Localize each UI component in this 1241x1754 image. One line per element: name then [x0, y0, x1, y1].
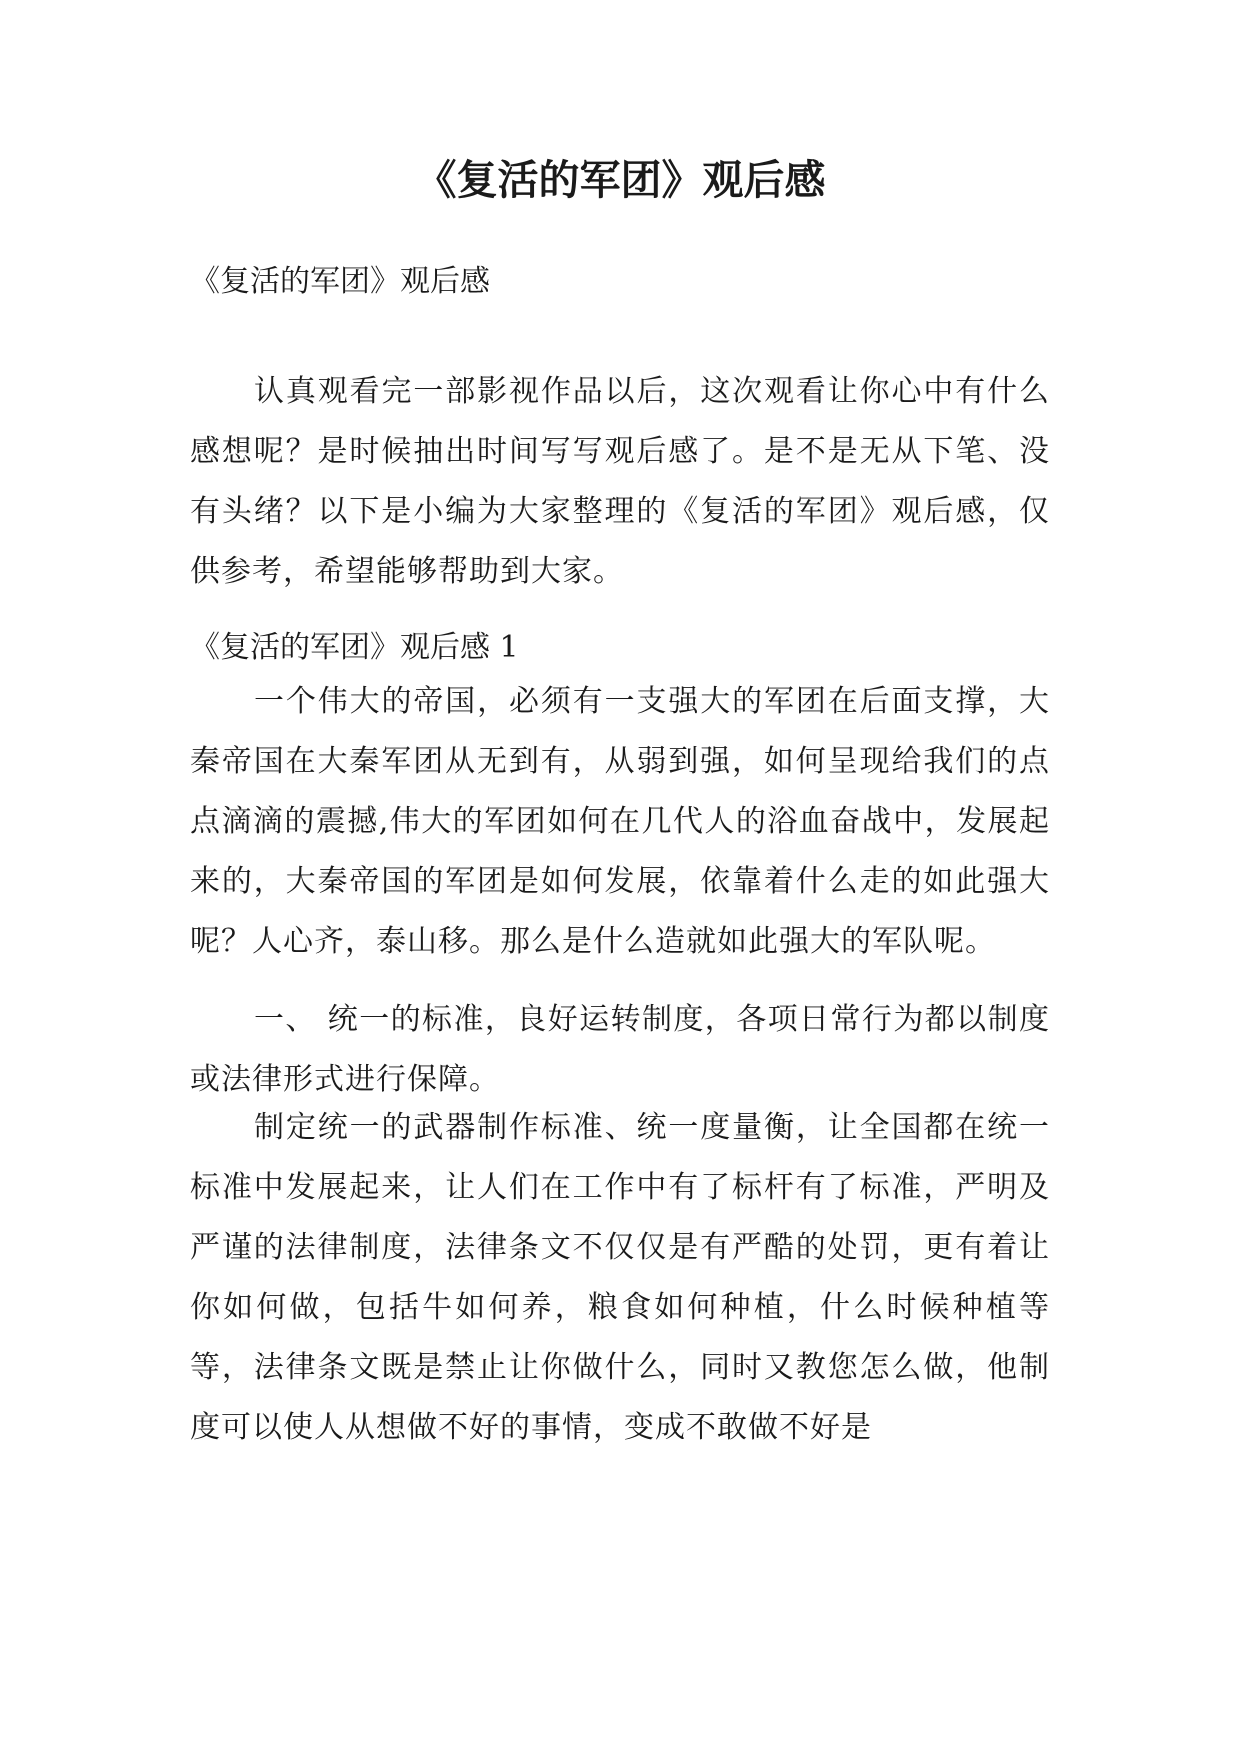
paragraph-3: 制定统一的武器制作标准、统一度量衡，让全国都在统一标准中发展起来，让人们在工作中有了标杆有了标准，严明及严谨的法律制度，法律条文不仅仅是有严酷的处罚，更有着让你如何做，包括牛如何养，粮食如何种植，什么时候种植等等，法律条文既是禁止让你做什么，同时又教您怎么做，他制度可以使人从想做不好的事情，变成不敢做不好是	[190, 1110, 1050, 1445]
paragraph-2: 一、 统一的标准，良好运转制度，各项日常行为都以制度或法律形式进行保障。	[190, 1002, 1050, 1097]
document-subtitle: 《复活的军团》观后感	[190, 264, 490, 299]
paragraph-1: 一个伟大的帝国，必须有一支强大的军团在后面支撑，大秦帝国在大秦军团从无到有，从弱到强，如何呈现给我们的点点滴滴的震撼,伟大的军团如何在几代人的浴血奋战中，发展起来的，大秦帝国的军团是如何发展，依靠着什么走的如此强大呢？人心齐，泰山移。那么是什么造就如此强大的军队呢。	[190, 684, 1050, 959]
intro-paragraph: 认真观看完一部影视作品以后，这次观看让你心中有什么感想呢？是时候抽出时间写写观后感了。是不是无从下笔、没有头绪？以下是小编为大家整理的《复活的军团》观后感，仅供参考，希望能够帮助到大家。	[190, 374, 1050, 589]
document-title: 《复活的军团》观后感	[415, 156, 826, 204]
section-heading-1: 《复活的军团》观后感 1	[190, 630, 519, 665]
